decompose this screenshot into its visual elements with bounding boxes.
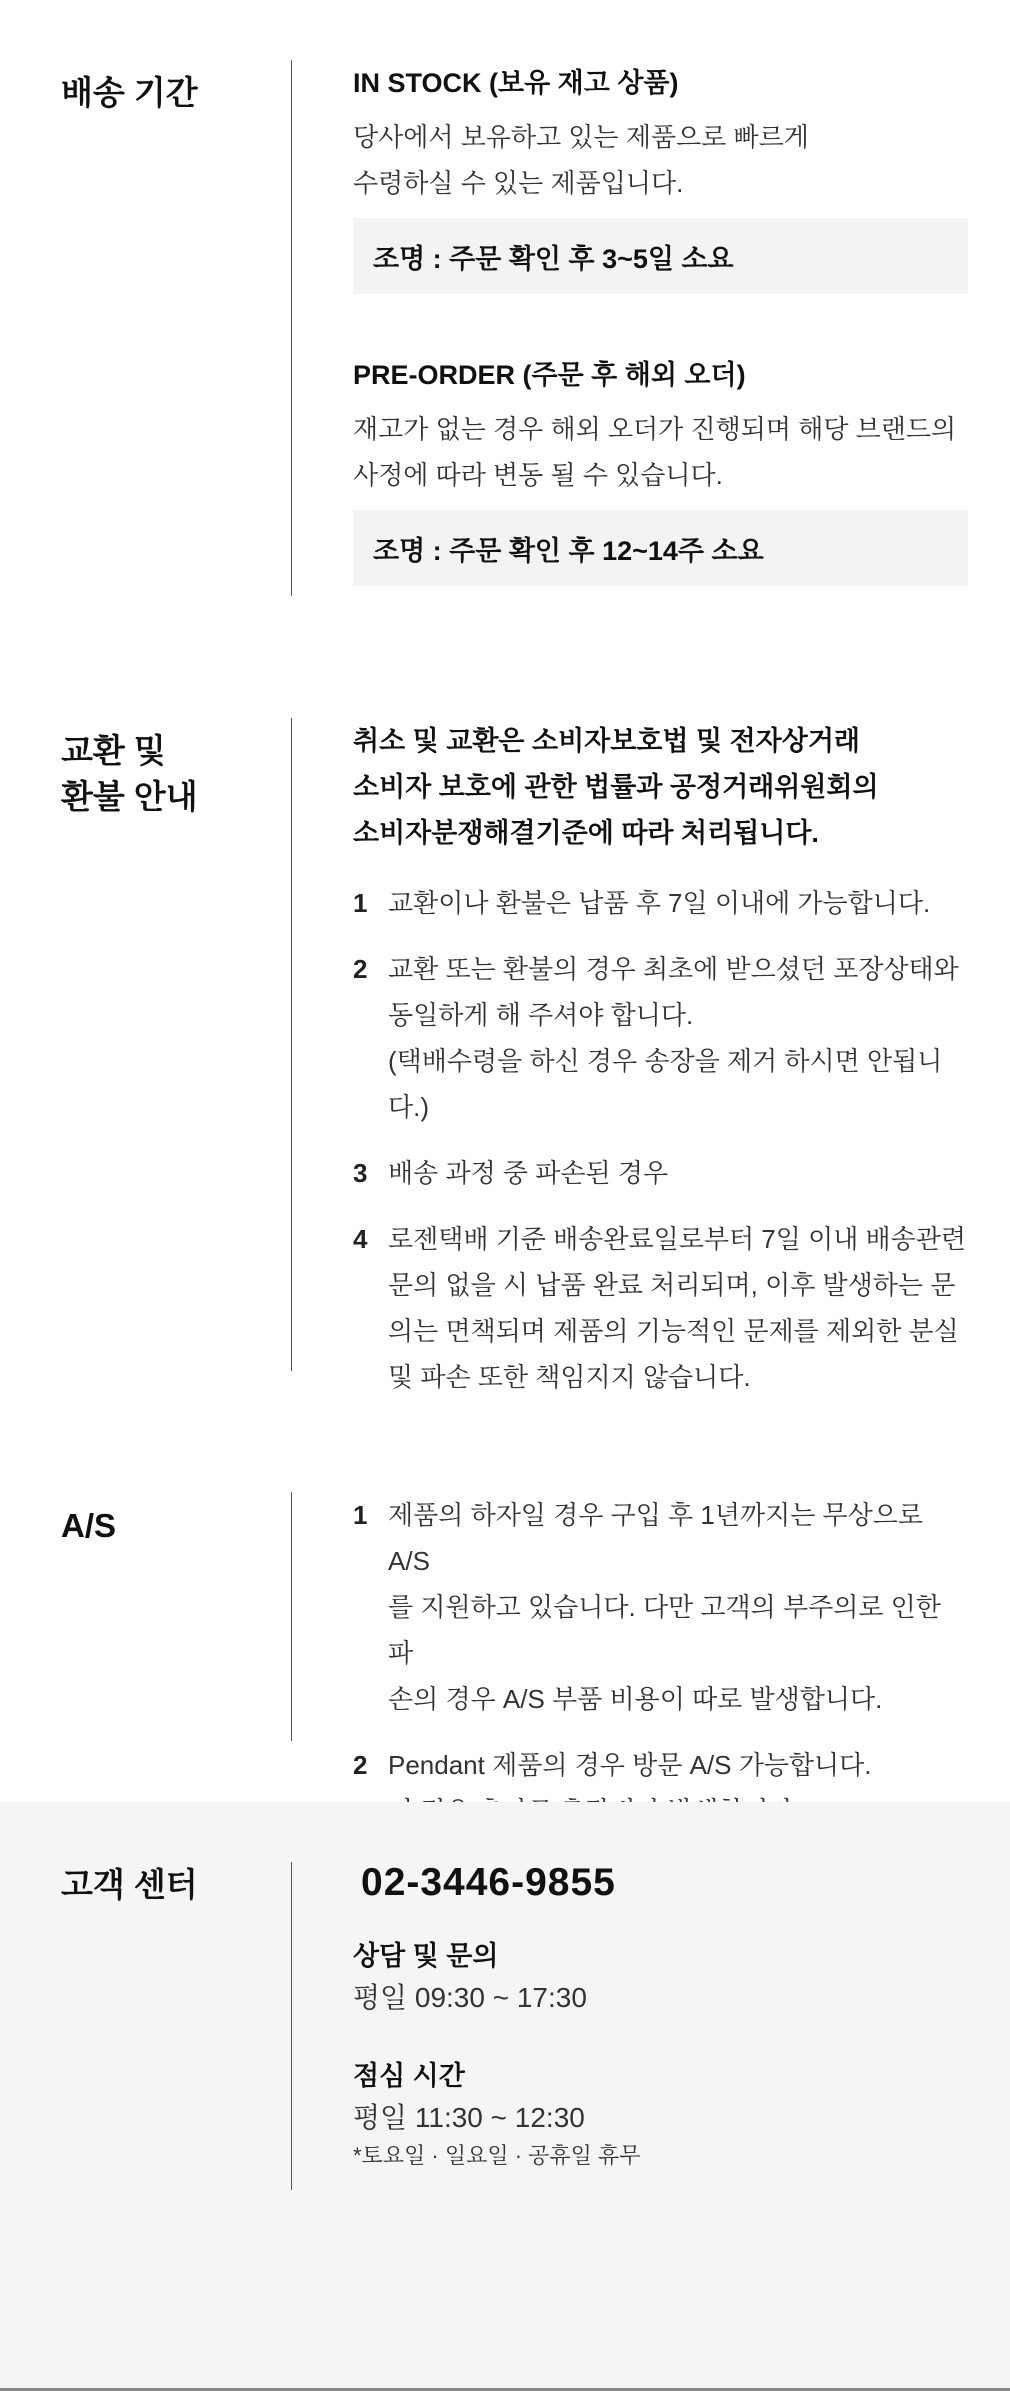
- phone-number[interactable]: 02-3446-9855: [361, 1861, 616, 1904]
- section-divider: [291, 718, 292, 1371]
- list-text: [388, 1492, 968, 1722]
- list-line: 의는 면책되며 제품의 기능적인 문제를 제외한 분실: [388, 1316, 959, 1346]
- lunch-time: 평일 11:30 ~ 12:30: [353, 2102, 585, 2133]
- section-divider: [291, 1862, 292, 2190]
- customer-center-content: [353, 1858, 968, 2172]
- list-text: [388, 1216, 966, 1400]
- list-item: [353, 1492, 968, 1722]
- holiday-note: *토요일 · 일요일 · 공휴일 휴무: [353, 2143, 641, 2168]
- list-line: (택배수령을 하신 경우 송장을 제거 하시면 안됩니다.): [388, 1046, 943, 1122]
- list-number: 3: [353, 1158, 368, 1188]
- customer-center-title: 고객 센터: [61, 1866, 198, 1903]
- preorder-title: PRE-ORDER (주문 후 해외 오더): [353, 360, 746, 390]
- exchange-lead-1: 취소 및 교환은 소비자보호법 및 전자상거래: [353, 726, 860, 756]
- list-item: [353, 880, 968, 926]
- as-list: [353, 1492, 968, 1834]
- as-content: [353, 1492, 968, 1854]
- as-title: A/S: [61, 1507, 117, 1544]
- in-stock-title: IN STOCK (보유 재고 상품): [353, 68, 679, 98]
- consult-time: 평일 09:30 ~ 17:30: [353, 1982, 587, 2013]
- list-item: [353, 946, 968, 1130]
- exchange-title-2: 환불 안내: [61, 778, 198, 815]
- list-line: 문의 없을 시 납품 완료 처리되며, 이후 발생하는 문: [388, 1270, 956, 1300]
- exchange-content: [353, 718, 968, 1420]
- section-divider: [291, 1492, 292, 1741]
- list-item: [353, 1216, 968, 1400]
- preorder-lead-time-box: 조명 : 주문 확인 후 12~14주 소요: [353, 510, 968, 586]
- list-line: 및 파손 또한 책임지지 않습니다.: [388, 1362, 751, 1392]
- list-number: 1: [353, 1500, 368, 1530]
- consult-label: 상담 및 문의: [353, 1941, 499, 1971]
- exchange-title-1: 교환 및: [61, 732, 166, 769]
- preorder-desc-1: 재고가 없는 경우 해외 오더가 진행되며 해당 브랜드의: [353, 414, 957, 444]
- list-line: 교환이나 환불은 납품 후 7일 이내에 가능합니다.: [388, 888, 931, 918]
- delivery-content: [353, 64, 968, 586]
- list-number: 4: [353, 1224, 368, 1254]
- list-number: 1: [353, 888, 368, 918]
- in-stock-lead-time-box: 조명 : 주문 확인 후 3~5일 소요: [353, 218, 968, 294]
- list-line: 를 지원하고 있습니다. 다만 고객의 부주의로 인한 파: [388, 1592, 941, 1668]
- lunch-label: 점심 시간: [353, 2061, 465, 2091]
- list-line: 로젠택배 기준 배송완료일로부터 7일 이내 배송관련: [388, 1224, 967, 1254]
- list-line: 손의 경우 A/S 부품 비용이 따로 발생합니다.: [388, 1684, 883, 1714]
- list-text: [388, 880, 930, 926]
- delivery-title: 배송 기간: [61, 74, 198, 111]
- list-line: 제품의 하자일 경우 구입 후 1년까지는 무상으로 A/S: [388, 1500, 924, 1576]
- preorder-desc-2: 사정에 따라 변동 될 수 있습니다.: [353, 460, 723, 490]
- exchange-lead-3: 소비자분쟁해결기준에 따라 처리됩니다.: [353, 818, 819, 848]
- list-number: 2: [353, 954, 368, 984]
- list-line: 동일하게 해 주셔야 합니다.: [388, 1000, 694, 1030]
- in-stock-desc-1: 당사에서 보유하고 있는 제품으로 빠르게: [353, 122, 809, 152]
- in-stock-desc-2: 수령하실 수 있는 제품입니다.: [353, 168, 684, 198]
- list-line: 배송 과정 중 파손된 경우: [388, 1158, 669, 1188]
- list-text: [388, 946, 968, 1130]
- list-item: [353, 1150, 968, 1196]
- exchange-list: [353, 880, 968, 1400]
- list-line: 교환 또는 환불의 경우 최초에 받으셨던 포장상태와: [388, 954, 959, 984]
- list-line: Pendant 제품의 경우 방문 A/S 가능합니다.: [388, 1750, 872, 1780]
- exchange-lead-2: 소비자 보호에 관한 법률과 공정거래위원회의: [353, 772, 879, 802]
- list-number: 2: [353, 1750, 368, 1780]
- section-divider: [291, 60, 292, 596]
- list-text: [388, 1150, 668, 1196]
